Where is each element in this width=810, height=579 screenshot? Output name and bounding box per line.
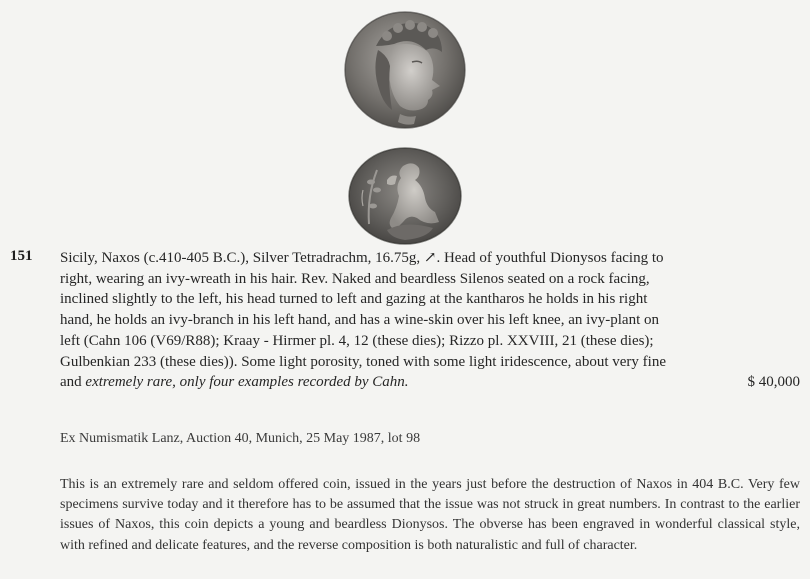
rarity-italic: extremely rare, only four examples recorded by Cahn. — [85, 374, 409, 391]
lot-description-last-line — [60, 372, 800, 393]
lot-description-line: Sicily, Naxos (c.410-405 B.C.), Silver Tetradrachm, 16.75g, ↗. Head of youthful Dionysos facing to — [60, 250, 664, 266]
lot-description — [60, 248, 800, 393]
lot-number: 151 — [10, 248, 33, 264]
lot-description-line: right, wearing an ivy-wreath in his hair. Rev. Naked and beardless Silenos seated on a rock facing, — [60, 270, 650, 287]
coin-obverse-image — [342, 6, 468, 132]
coin-reverse-image — [347, 146, 463, 246]
rarity-text — [60, 372, 409, 393]
lot-provenance: Ex Numismatik Lanz, Auction 40, Munich, 25 May 1987, lot 98 — [60, 431, 421, 446]
lot-description-line: Gulbenkian 233 (these dies)). Some light porosity, toned with some light iridescence, about very fine — [60, 353, 666, 370]
lot-price: $ 40,000 — [747, 374, 800, 391]
coin-obverse-image-wrap — [0, 6, 810, 132]
lot-commentary: This is an extremely rare and seldom offered coin, issued in the years just before the destruction of Naxos in 404 B.C. Very few specimens survive today and it therefore has to be assumed that the issue was not struck in great numbers. In contrast to the earlier issues of Naxos, this coin depicts a young and beardless Dionysos. The obverse has been engraved in wonderful classical style, with refined and delicate features, and the reverse composition is both naturalistic and full of character. — [60, 477, 800, 553]
coin-reverse-image-wrap — [0, 146, 810, 246]
rarity-prefix: and — [60, 374, 86, 391]
lot-description-line: hand, he holds an ivy-branch in his left hand, and has a wine-skin over his left knee, an ivy-plant on — [60, 312, 660, 329]
lot-description-line: inclined slightly to the left, his head turned to left and gazing at the kantharos he holds in his right — [60, 291, 648, 308]
lot-description-line: left (Cahn 106 (V69/R88); Kraay - Hirmer pl. 4, 12 (these dies); Rizzo pl. XXVIII, 21 (these dies); — [60, 332, 654, 349]
